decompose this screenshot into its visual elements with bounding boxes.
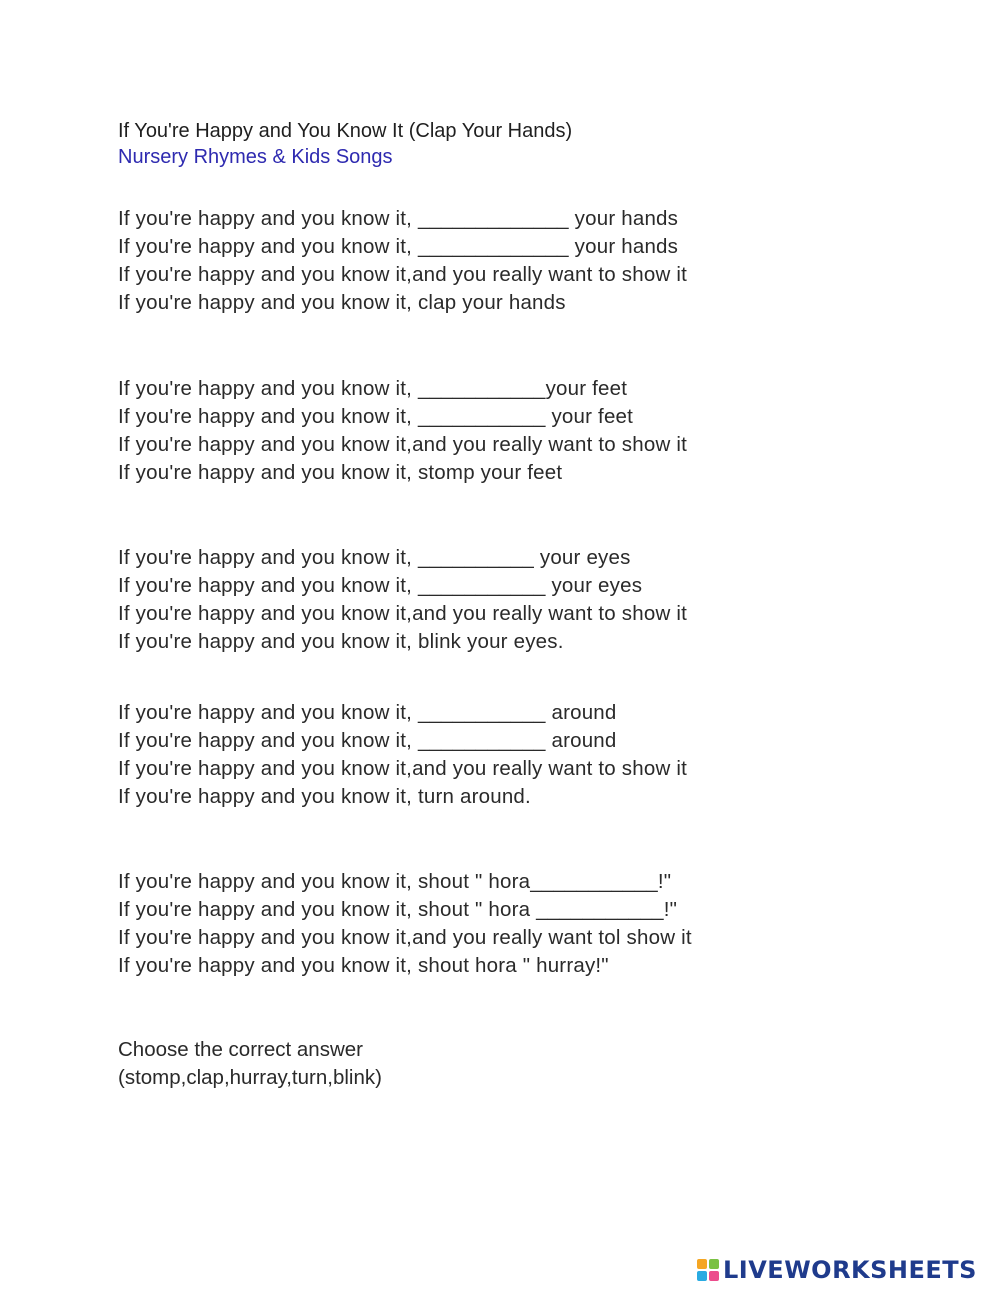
page-subtitle: Nursery Rhymes & Kids Songs [118,146,393,168]
lyric-line: If you're happy and you know it,and you really want tol show it [118,926,692,949]
lyric-line: If you're happy and you know it,and you really want to show it [118,602,687,625]
cube-icon [697,1259,707,1269]
lyric-line: If you're happy and you know it, __________ your eyes [118,546,631,569]
lyric-line: If you're happy and you know it,and you really want to show it [118,757,687,780]
cube-icon [709,1259,719,1269]
lyric-line: If you're happy and you know it, ___________ your eyes [118,574,643,597]
answer-instructions [118,1036,382,1092]
lyric-line: If you're happy and you know it,and you really want to show it [118,433,687,456]
instruction-text: Choose the correct answer [118,1038,363,1061]
lyric-line: If you're happy and you know it, ___________ around [118,701,617,724]
page-title: If You're Happy and You Know It (Clap Your Hands) [118,120,573,142]
lyric-line: If you're happy and you know it, shout " hora___________!" [118,870,672,893]
cube-icon [697,1271,707,1281]
brand-name: LIVEWORKSHEETS [723,1256,977,1284]
lyric-line: If you're happy and you know it, _____________ your hands [118,235,679,258]
liveworksheets-cube-icon [697,1259,719,1281]
lyric-line: If you're happy and you know it, ___________your feet [118,377,628,400]
liveworksheets-brand [697,1256,977,1284]
lyric-line: If you're happy and you know it, stomp your feet [118,461,563,484]
lyric-line: If you're happy and you know it, shout " hora ___________!" [118,898,678,921]
verse-1 [118,205,687,317]
lyric-line: If you're happy and you know it, _____________ your hands [118,207,679,230]
worksheet-header [118,118,572,170]
lyric-line: If you're happy and you know it, turn around. [118,785,531,808]
answer-options: (stomp,clap,hurray,turn,blink) [118,1066,382,1089]
lyric-line: If you're happy and you know it, blink your eyes. [118,630,564,653]
lyric-line: If you're happy and you know it, shout hora " hurray!" [118,954,609,977]
verse-4 [118,699,687,811]
cube-icon [709,1271,719,1281]
lyric-line: If you're happy and you know it, ___________ around [118,729,617,752]
verse-2 [118,375,687,487]
lyric-line: If you're happy and you know it,and you really want to show it [118,263,687,286]
lyric-line: If you're happy and you know it, clap your hands [118,291,566,314]
lyric-line: If you're happy and you know it, ___________ your feet [118,405,634,428]
verse-5 [118,868,692,980]
verse-3 [118,544,687,656]
